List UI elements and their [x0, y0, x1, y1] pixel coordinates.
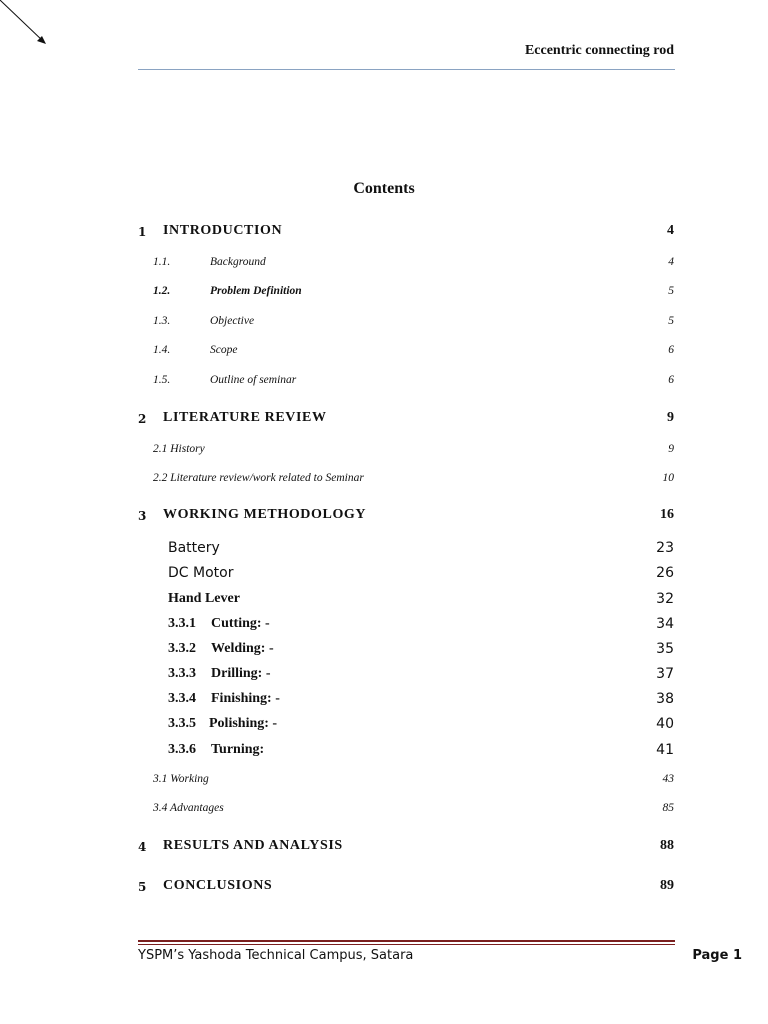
- method-item-page: 41: [656, 742, 674, 758]
- method-item-number: 3.3.1: [168, 616, 196, 631]
- chapter-number: 4: [138, 840, 147, 854]
- footer-institution: YSPM’s Yashoda Technical Campus, Satara: [138, 948, 414, 963]
- section-page: 6: [668, 374, 674, 386]
- method-item-title[interactable]: Hand Lever: [168, 591, 240, 606]
- footer-divider: [138, 940, 675, 942]
- section-number: 1.5.: [153, 374, 171, 386]
- section-title[interactable]: Outline of seminar: [210, 374, 297, 386]
- section-page: 6: [668, 344, 674, 356]
- method-item-title[interactable]: DC Motor: [168, 565, 234, 581]
- section-page: 9: [668, 443, 674, 455]
- method-item-number: 3.3.4: [168, 691, 196, 706]
- section-number: 1.1.: [153, 256, 171, 268]
- method-item-title[interactable]: Welding: -: [211, 641, 274, 656]
- section-title[interactable]: Objective: [210, 315, 255, 327]
- footer-divider-thin: [138, 944, 675, 945]
- method-item-page: 37: [656, 666, 674, 682]
- section-title[interactable]: 2.1 History: [153, 443, 205, 455]
- method-item-number: 3.3.5: [168, 716, 196, 731]
- section-title[interactable]: 3.1 Working: [153, 773, 209, 785]
- header-divider: [138, 69, 675, 70]
- chapter-page: 89: [660, 878, 674, 893]
- method-item-title[interactable]: Battery: [168, 540, 220, 556]
- method-item-page: 40: [656, 716, 674, 732]
- chapter-number: 1: [138, 225, 147, 239]
- arrow-mark-icon: [0, 0, 60, 60]
- section-number: 1.4.: [153, 344, 171, 356]
- chapter-page: 9: [667, 410, 674, 425]
- section-page: 43: [662, 773, 674, 785]
- chapter-number: 2: [138, 412, 147, 426]
- method-item-page: 26: [656, 565, 674, 581]
- method-item-title[interactable]: Turning:: [211, 742, 265, 757]
- footer-page-label: Page 1: [692, 948, 742, 963]
- method-item-page: 32: [656, 591, 674, 607]
- method-item-title[interactable]: Polishing: -: [209, 716, 278, 731]
- method-item-number: 3.3.3: [168, 666, 196, 681]
- section-page: 10: [662, 472, 674, 484]
- chapter-title[interactable]: LITERATURE REVIEW: [163, 410, 327, 425]
- chapter-title[interactable]: RESULTS AND ANALYSIS: [163, 838, 343, 853]
- section-title[interactable]: Problem Definition: [210, 285, 302, 297]
- method-item-title[interactable]: Cutting: -: [211, 616, 270, 631]
- section-title[interactable]: Background: [210, 256, 266, 268]
- method-item-title[interactable]: Drilling: -: [211, 666, 271, 681]
- method-item-page: 34: [656, 616, 674, 632]
- method-item-page: 38: [656, 691, 674, 707]
- method-item-page: 35: [656, 641, 674, 657]
- chapter-number: 3: [138, 509, 147, 523]
- contents-title: Contents: [353, 180, 415, 197]
- section-number: 1.3.: [153, 315, 171, 327]
- section-page: 5: [668, 315, 674, 327]
- method-item-number: 3.3.2: [168, 641, 196, 656]
- chapter-title[interactable]: INTRODUCTION: [163, 223, 283, 238]
- section-page: 85: [662, 802, 674, 814]
- chapter-title[interactable]: WORKING METHODOLOGY: [163, 507, 367, 522]
- method-item-number: 3.3.6: [168, 742, 196, 757]
- section-title[interactable]: 2.2 Literature review/work related to Seminar: [153, 472, 364, 484]
- chapter-page: 88: [660, 838, 674, 853]
- chapter-page: 4: [667, 223, 674, 238]
- method-item-page: 23: [656, 540, 674, 556]
- section-title[interactable]: 3.4 Advantages: [153, 802, 224, 814]
- header-title: Eccentric connecting rod: [524, 43, 674, 58]
- method-item-title[interactable]: Finishing: -: [211, 691, 280, 706]
- section-page: 4: [668, 256, 674, 268]
- section-page: 5: [668, 285, 674, 297]
- section-number: 1.2.: [153, 285, 171, 297]
- chapter-title[interactable]: CONCLUSIONS: [163, 878, 273, 893]
- chapter-page: 16: [660, 507, 674, 522]
- chapter-number: 5: [138, 880, 147, 894]
- section-title[interactable]: Scope: [210, 344, 238, 356]
